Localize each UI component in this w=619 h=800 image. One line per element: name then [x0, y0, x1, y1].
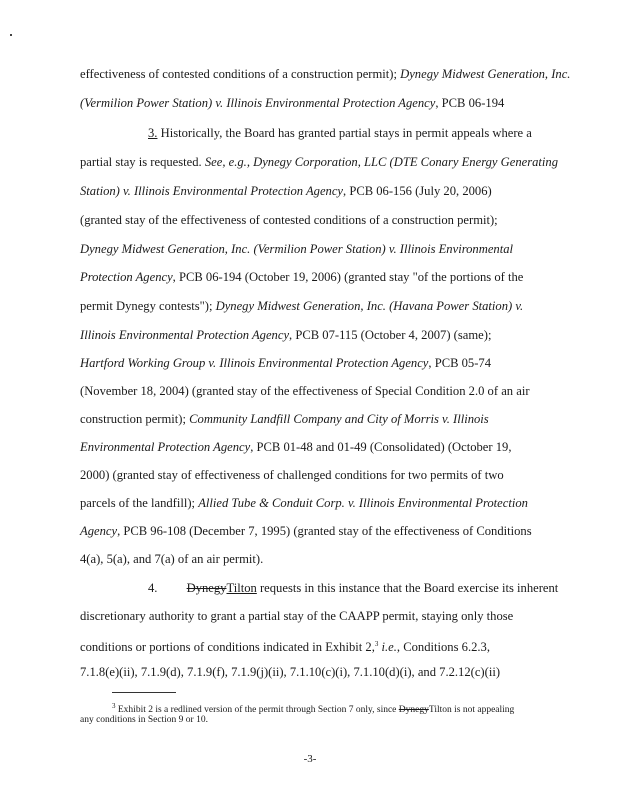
paragraph-3-lead-text: Historically, the Board has granted partial stays in permit appeals where a — [160, 126, 532, 140]
line-9-text: permit Dynegy contests"); — [80, 299, 216, 313]
text-line-6 — [0, 212, 619, 228]
paragraph-4-line-1-text: requests in this instance that the Board exercise its inherent — [256, 581, 559, 595]
line-8-text: , PCB 06-194 (October 19, 2006) (granted stay "of the portions of the — [172, 270, 524, 284]
line-7-case-name: Dynegy Midwest Generation, Inc. (Vermilion Power Station) v. Illinois Environmental — [80, 242, 514, 256]
scan-speck — [10, 34, 12, 36]
text-line-13 — [0, 411, 619, 427]
line-8-case-name: Protection Agency — [80, 270, 173, 284]
paragraph-4-number: 4. — [148, 581, 158, 595]
text-line-17 — [0, 523, 619, 539]
line-16-case-name: Allied Tube & Conduit Corp. v. Illinois Environmental Protection — [198, 496, 528, 510]
paragraph-3-first-line — [0, 125, 619, 141]
line-6-text: (granted stay of the effectiveness of contested conditions of a construction permit); — [80, 213, 498, 227]
line-10-text: , PCB 07-115 (October 4, 2007) (same); — [289, 328, 492, 342]
footnote-line-2-text: any conditions in Section 9 or 10. — [80, 715, 208, 725]
line-13-case-name: Community Landfill Company and City of Morris v. Illinois — [189, 412, 489, 426]
footnote-line-1-text: Exhibit 2 is a redlined version of the permit through Section 7 only, since — [115, 705, 399, 716]
paragraph-4-line-4 — [0, 664, 619, 680]
line-1-text: effectiveness of contested conditions of a construction permit); — [80, 67, 401, 81]
paragraph-4-line-4-text: 7.1.8(e)(ii), 7.1.9(d), 7.1.9(f), 7.1.9(j)(ii), 7.1.10(c)(i), 7.1.10(d)(i), and 7.2.12(c)(ii) — [80, 665, 501, 679]
text-line-2 — [0, 95, 619, 111]
struck-party-name: Dynegy — [186, 581, 227, 595]
line-15-text: 2000) (granted stay of effectiveness of challenged conditions for two permits of two — [80, 468, 504, 482]
footnote-separator — [112, 692, 176, 693]
footnote-line-2 — [0, 714, 619, 726]
text-line-10 — [0, 327, 619, 343]
footnote-struck-name: Dynegy — [398, 705, 429, 716]
line-9-case-name: Dynegy Midwest Generation, Inc. (Havana Power Station) v. — [215, 299, 524, 313]
line-5-case-name: Station) v. Illinois Environmental Protection Agency — [80, 184, 344, 198]
text-line-9 — [0, 298, 619, 314]
footnote-line-1-end: Tilton is not appealing — [428, 705, 515, 716]
line-1-case-name: Dynegy Midwest Generation, Inc. — [400, 67, 571, 81]
line-17-text: , PCB 96-108 (December 7, 1995) (granted stay of the effectiveness of Conditions — [117, 524, 532, 538]
text-line-5 — [0, 183, 619, 199]
text-line-7 — [0, 241, 619, 257]
paragraph-3-number: 3. — [148, 126, 158, 140]
line-2-text: , PCB 06-194 — [435, 96, 505, 110]
paragraph-4-line-3-end: , Conditions 6.2.3, — [396, 640, 490, 655]
line-18-text: 4(a), 5(a), and 7(a) of an air permit). — [80, 552, 264, 566]
text-line-8 — [0, 269, 619, 285]
text-line-15 — [0, 467, 619, 483]
line-12-text: (November 18, 2004) (granted stay of the effectiveness of Special Condition 2.0 of an air — [80, 384, 530, 398]
paragraph-4-line-2-text: discretionary authority to grant a partial stay of the CAAPP permit, staying only those — [80, 609, 514, 623]
text-line-18 — [0, 551, 619, 567]
line-17-case-name: Agency — [80, 524, 118, 538]
text-line-14 — [0, 439, 619, 455]
line-14-case-name: Environmental Protection Agency — [80, 440, 251, 454]
line-11-text: , PCB 05-74 — [428, 356, 492, 370]
line-16-text: parcels of the landfill); — [80, 496, 199, 510]
text-line-16 — [0, 495, 619, 511]
line-10-case-name: Illinois Environmental Protection Agency — [80, 328, 290, 342]
line-11-case-name: Hartford Working Group v. Illinois Environmental Protection Agency — [80, 356, 429, 370]
text-line-1 — [0, 66, 619, 82]
text-line-12 — [0, 383, 619, 399]
paragraph-4-first-line — [0, 580, 619, 596]
paragraph-4-line-3-text: conditions or portions of conditions indicated in Exhibit 2, — [80, 640, 375, 655]
footnote-reference: 3 — [374, 640, 379, 648]
line-5-text: , PCB 06-156 (July 20, 2006) — [343, 184, 492, 198]
ie-abbreviation: i.e. — [378, 640, 397, 655]
paragraph-4-line-2 — [0, 608, 619, 624]
paragraph-4-line-3 — [0, 636, 619, 655]
page-number: -3- — [303, 753, 317, 765]
line-14-text: , PCB 01-48 and 01-49 (Consolidated) (October 19, — [250, 440, 512, 454]
footnote-marker: 3 — [112, 702, 116, 710]
line-2-case-name: (Vermilion Power Station) v. Illinois Environmental Protection Agency — [80, 96, 436, 110]
line-13-text: construction permit); — [80, 412, 190, 426]
line-4-case-name: See, e.g., Dynegy Corporation, LLC (DTE Conary Energy Generating — [204, 155, 559, 169]
text-line-11 — [0, 355, 619, 371]
inserted-party-name: Tilton — [226, 581, 257, 595]
text-line-4 — [0, 154, 619, 170]
line-4-text: partial stay is requested. — [80, 155, 205, 169]
